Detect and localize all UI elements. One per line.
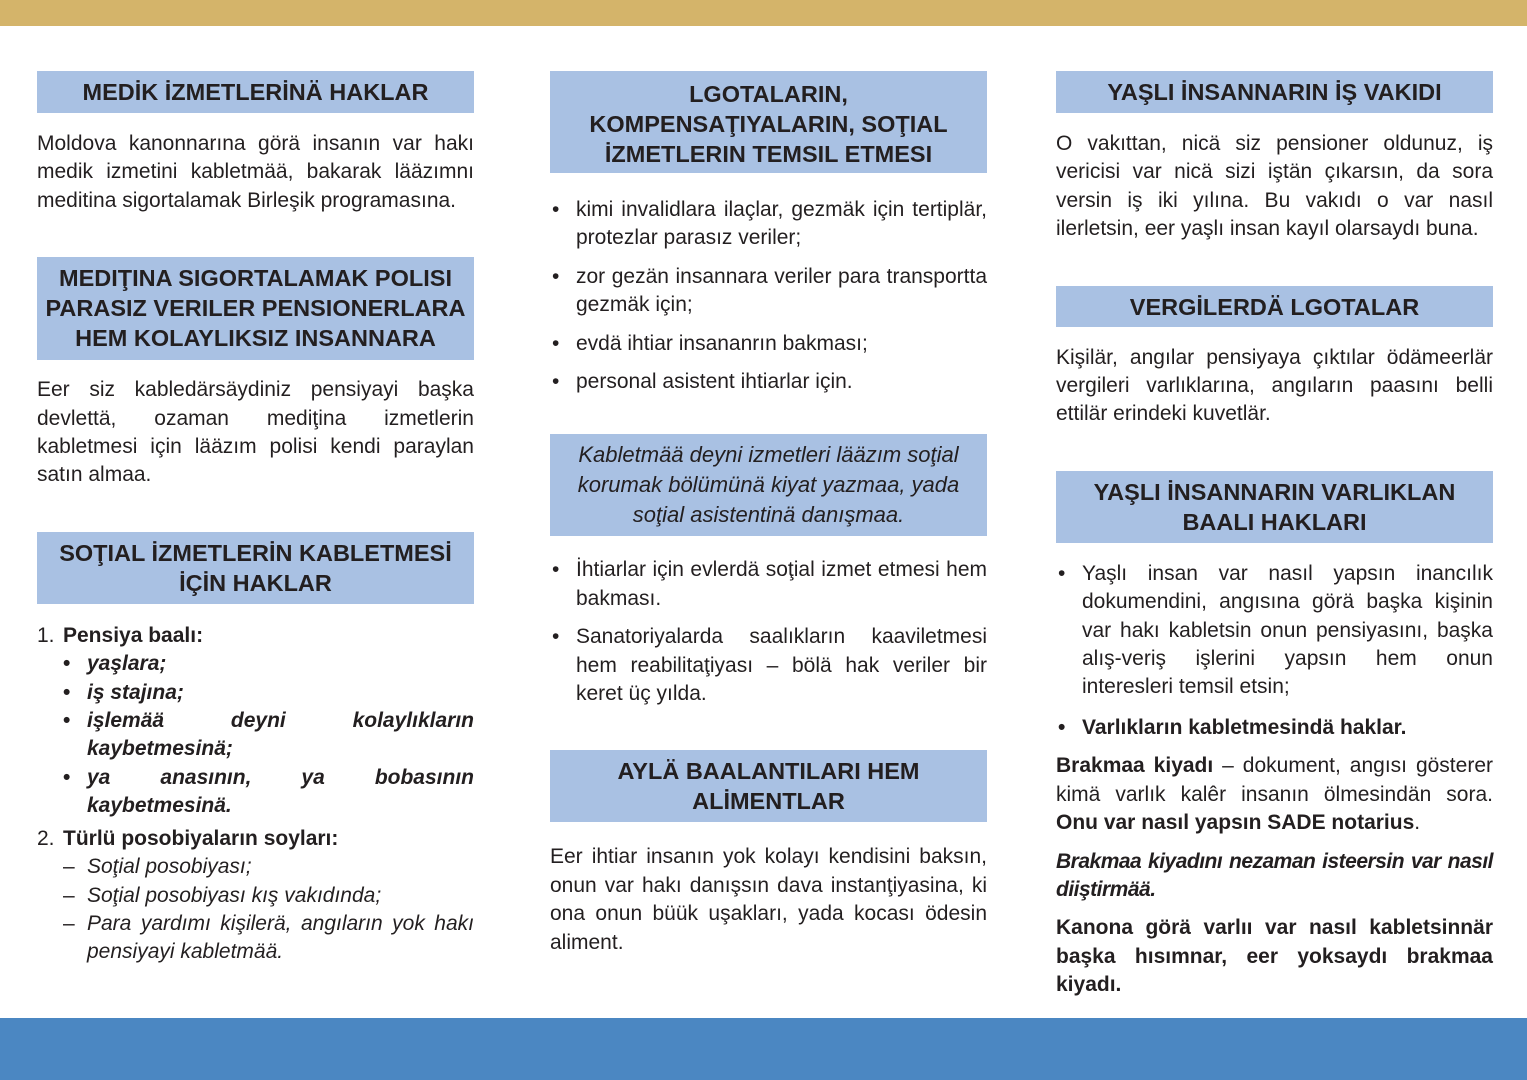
sentence-end: . [1414,811,1421,835]
column-3 [1056,71,1493,1000]
bullet-icon: • [552,558,560,582]
list-item [63,910,474,967]
bottom-decorative-bar [0,1018,1527,1080]
list-item-text: işlemää deyni kolaylıkların kaybetmesinä; [87,709,474,761]
paragraph-medical-rights: Moldova kanonnarına görä insanın var hakı medik izmetini kabletmää, bakarak lääzımnı meditina sigortalamak Birleşik programasına. [37,132,474,212]
property-rights-list [1056,560,1493,742]
bullet-icon: • [552,198,560,221]
list-item-text: Soţial posobiyası; [87,855,252,879]
bullet-icon: • [63,765,71,789]
section-header-application-note: Kabletmää deyni izmetleri lääzım soţial korumak bölümünä kiyat yazmaa, yada soţial asistentinä danışmaa. [550,434,987,536]
section-header-working-time: YAŞLI İNSANNARIN İŞ VAKIDI [1056,71,1493,113]
list-item-text: kimi invalidlara ilaçlar, gezmäk için tertiplär, protezlar parasız veriler; [576,198,987,250]
list-item [63,650,474,678]
bullet-icon: • [552,370,560,394]
section-header-family-alimony: AYLÄ BAALANTILARI HEM ALİMENTLAR [550,750,987,822]
list-item [550,623,987,708]
services-list [550,556,987,708]
list-item [63,679,474,707]
list-item [550,556,987,613]
list-item [37,825,474,853]
list-item-text: İhtiarlar için evlerdä soţial izmet etmesi hem bakması. [576,558,987,610]
paragraph-will-change: Brakmaa kiyadını nezaman isteersin var nasıl diiştirmää. [1056,849,1493,901]
list-item-text: Varlıkların kabletmesindä haklar. [1082,715,1407,739]
bullet-icon: • [63,680,71,704]
section-header-social-services: SOŢIAL İZMETLERİN KABLETMESİ İÇİN HAKLAR [37,532,474,604]
benefits-list [550,196,987,396]
bullet-icon: • [1058,561,1066,585]
section-header-benefits-compensations: LGOTALARIN, KOMPENSAŢIYALARIN, SOŢIAL İZMETLERIN TEMSIL ETMESI [550,71,987,173]
sub-list-benefits [37,853,474,967]
list-number: 1. [37,623,55,647]
paragraph-working-time: O vakıttan, nicä siz pensioner oldunuz, iş vericisi var nicä sizi iştän çıkarsın, da sora versin iş iki yılına. Bu vakıdı o var nasıl ilerletsin, eer yaşlı insan kayıl olarsaydı buna. [1056,132,1493,241]
bullet-icon: • [63,652,71,676]
list-item-text: Para yardımı kişilerä, angıların yok hakı pensiyayi kabletmää. [87,911,474,964]
paragraph-inheritance-law: Kanona görä varlıı var nasıl kabletsinnär başka hısımnar, eer yoksaydı brakmaa kiyadı. [1056,916,1493,997]
list-item [63,882,474,910]
list-title: Türlü posobiyaların soyları: [63,826,339,850]
bullet-icon: • [552,625,560,649]
list-item [550,196,987,253]
dash-icon: – [63,883,75,907]
list-item [1056,714,1493,742]
numbered-list [37,622,474,967]
bullet-icon: • [552,264,560,288]
list-item-text: Soţial posobiyası kış vakıdında; [87,883,382,907]
list-item-text: iş stajına; [87,680,184,704]
section-header-medical-rights: MEDİK İZMETLERİNÄ HAKLAR [37,71,474,113]
list-item [550,263,987,320]
dash-icon: – [63,855,75,879]
list-item-text: zor gezän insannara veriler para transportta gezmäk için; [576,264,987,317]
sub-list-pension [37,650,474,820]
list-item-text: yaşlara; [87,652,167,676]
dash-icon: – [63,911,75,935]
list-number: 2. [37,826,55,850]
section-header-property-rights: YAŞLI İNSANNARIN VARLIKLAN BAALI HAKLARI [1056,471,1493,543]
list-item-text: Yaşlı insan var nasıl yapsın inancılık dokumendini, angısına görä başka kişinin var hakı kabletsin onun pensiyasını, başka alış-veriş işlerini yapsın hem onun interesleri temsil etsin; [1082,561,1493,699]
will-definition-text: – dokument, angısı gösterer kimä varlık kalêr insanın ölmesindän sora. [1056,754,1493,806]
list-item [550,330,987,358]
bullet-icon: • [63,709,71,733]
section-header-tax-benefits: VERGİLERDÄ LGOTALAR [1056,286,1493,327]
bullet-icon: • [1058,715,1066,739]
paragraph-tax-benefits: Kişilär, angılar pensiyaya çıktılar ödämeerlär vergileri varlıklarına, angıların paasını belli ettilär erindeki kuvetlär. [1056,345,1493,426]
paragraph-insurance-policy: Eer siz kabledärsäydiniz pensiyayi başka devlettä, ozaman mediţina izmetlerin kabletmesi için lääzım polisi kendi paraylan satın almaa. [37,378,474,487]
term-will: Brakmaa kiyadı [1056,754,1214,778]
list-item-text: ya anasının, ya bobasının kaybetmesinä. [87,765,474,818]
list-item [63,707,474,764]
column-1 [37,71,474,967]
list-item-text: Sanatoriyalarda saalıkların kaaviletmesi hem reabilitaţiyası – bölä hak veriler bir keret üç yılda. [576,625,987,706]
section-header-insurance-policy: MEDIŢINA SIGORTALAMAK POLISI PARASIZ VERILER PENSIONERLARA HEM KOLAYLIKSIZ INSANNARA [37,257,474,360]
top-decorative-bar [0,0,1527,26]
list-item-text: personal asistent ihtiarlar için. [576,370,853,394]
list-item [1056,560,1493,702]
list-title: Pensiya baalı: [63,623,204,647]
paragraph-alimony: Eer ihtiar insanın yok kolayı kendisini baksın, onun var hakı danışsın dava instanţiyasina, ki ona onun büük uşakları, yada kocası ödesin aliment. [550,845,987,954]
bullet-icon: • [552,331,560,355]
list-item [37,622,474,650]
notary-note: Onu var nasıl yapsın SADE notarius [1056,811,1415,835]
list-item-text: evdä ihtiar insananrın bakması; [576,331,868,355]
paragraph-will-definition [1056,752,1493,837]
list-item [550,368,987,396]
column-2 [550,71,987,957]
list-item [63,853,474,881]
list-item [63,764,474,821]
